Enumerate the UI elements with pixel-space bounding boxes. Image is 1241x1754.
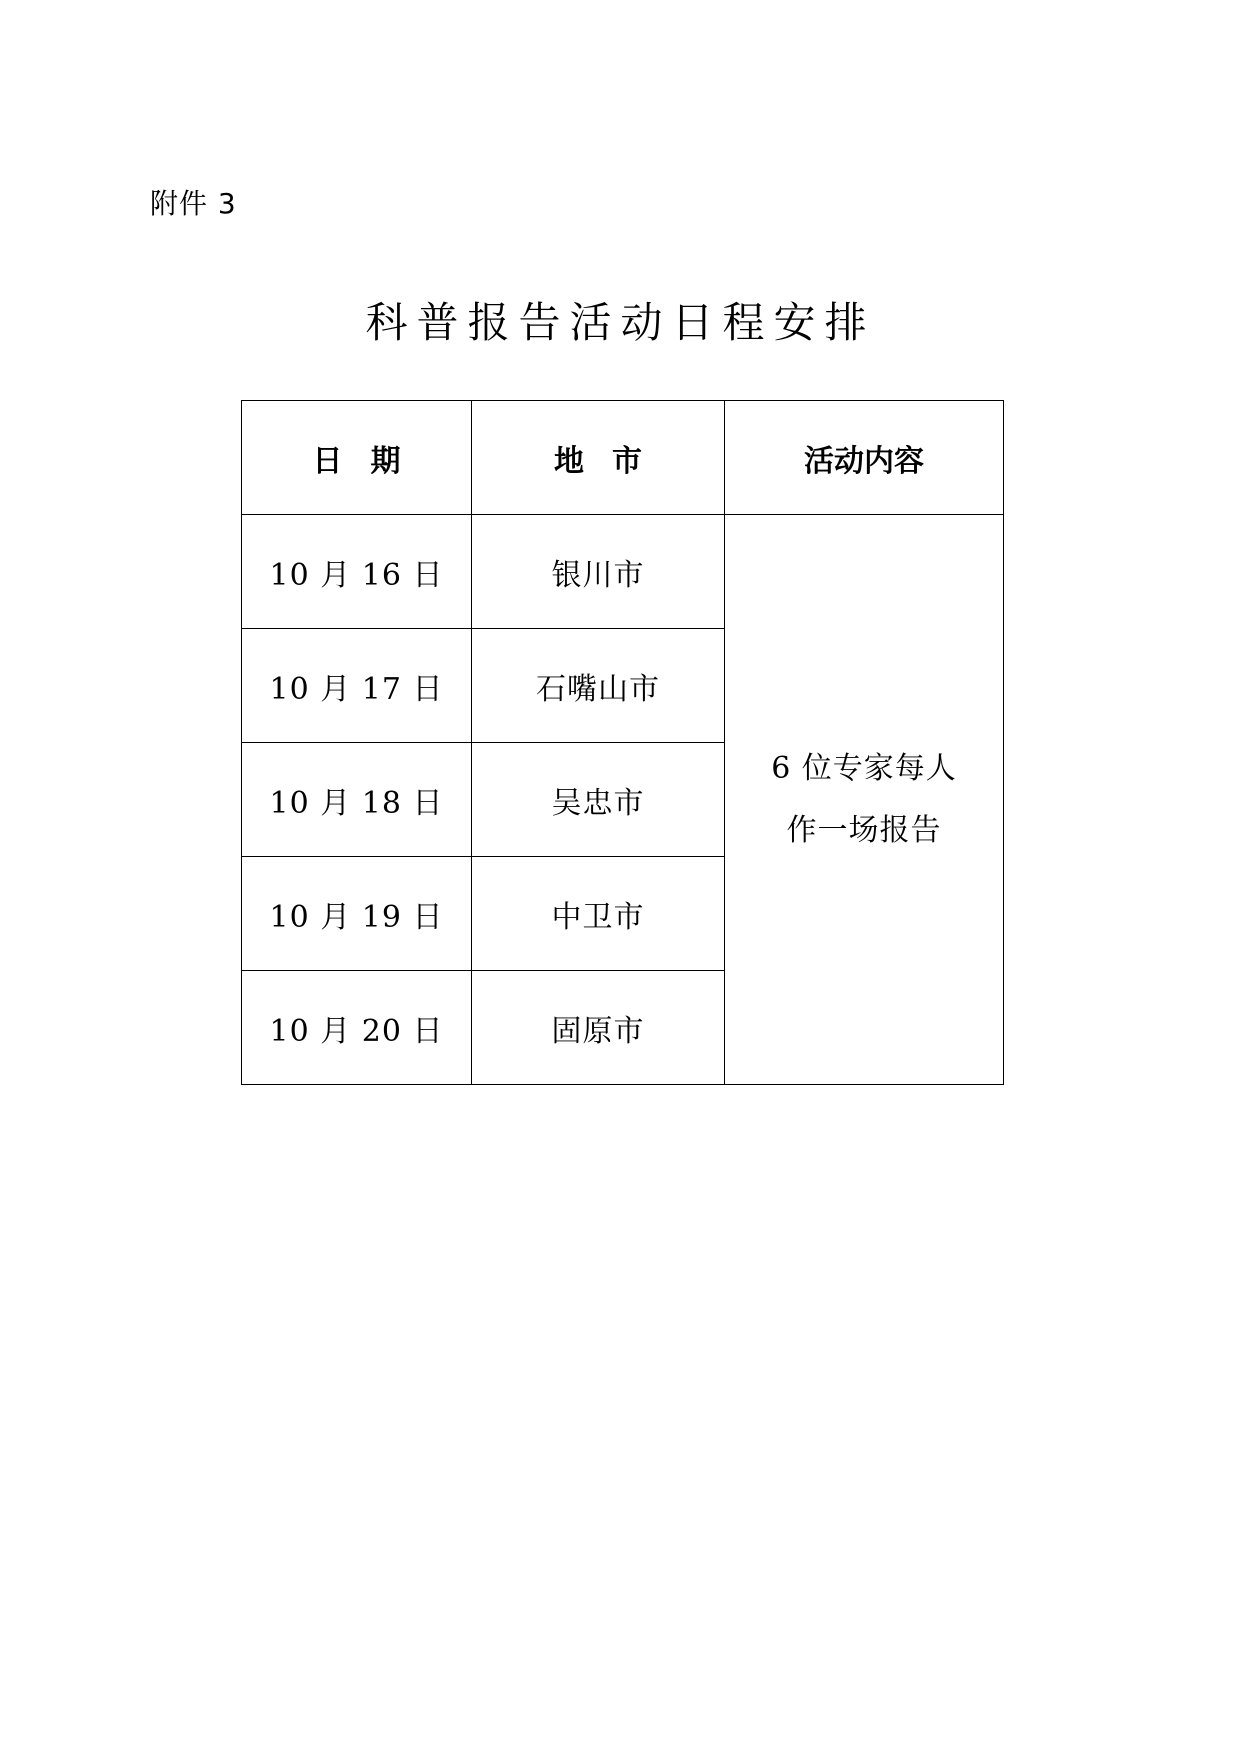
activity-line-1: 6 位专家每人 xyxy=(771,750,957,786)
header-date-label: 日期 xyxy=(312,443,429,479)
header-date xyxy=(242,401,472,515)
date-cell: 10 月 19 日 xyxy=(242,857,472,971)
date-cell: 10 月 18 日 xyxy=(242,743,472,857)
table-row xyxy=(242,515,1004,629)
city-cell: 固原市 xyxy=(472,971,725,1085)
table-header-row xyxy=(242,401,1004,515)
activity-line-2: 作一场报告 xyxy=(786,812,942,848)
header-activity-label: 活动内容 xyxy=(804,443,924,479)
activity-cell xyxy=(725,515,1004,1085)
date-cell: 10 月 17 日 xyxy=(242,629,472,743)
document-title: 科普报告活动日程安排 xyxy=(365,298,876,347)
header-city xyxy=(472,401,725,515)
city-cell: 石嘴山市 xyxy=(472,629,725,743)
date-cell: 10 月 16 日 xyxy=(242,515,472,629)
city-cell: 中卫市 xyxy=(472,857,725,971)
city-cell: 吴忠市 xyxy=(472,743,725,857)
schedule-table xyxy=(241,400,1004,1085)
header-city-label: 地市 xyxy=(554,443,670,479)
attachment-label: 附件 3 xyxy=(150,187,237,220)
date-cell: 10 月 20 日 xyxy=(242,971,472,1085)
header-activity xyxy=(725,401,1004,515)
city-cell: 银川市 xyxy=(472,515,725,629)
